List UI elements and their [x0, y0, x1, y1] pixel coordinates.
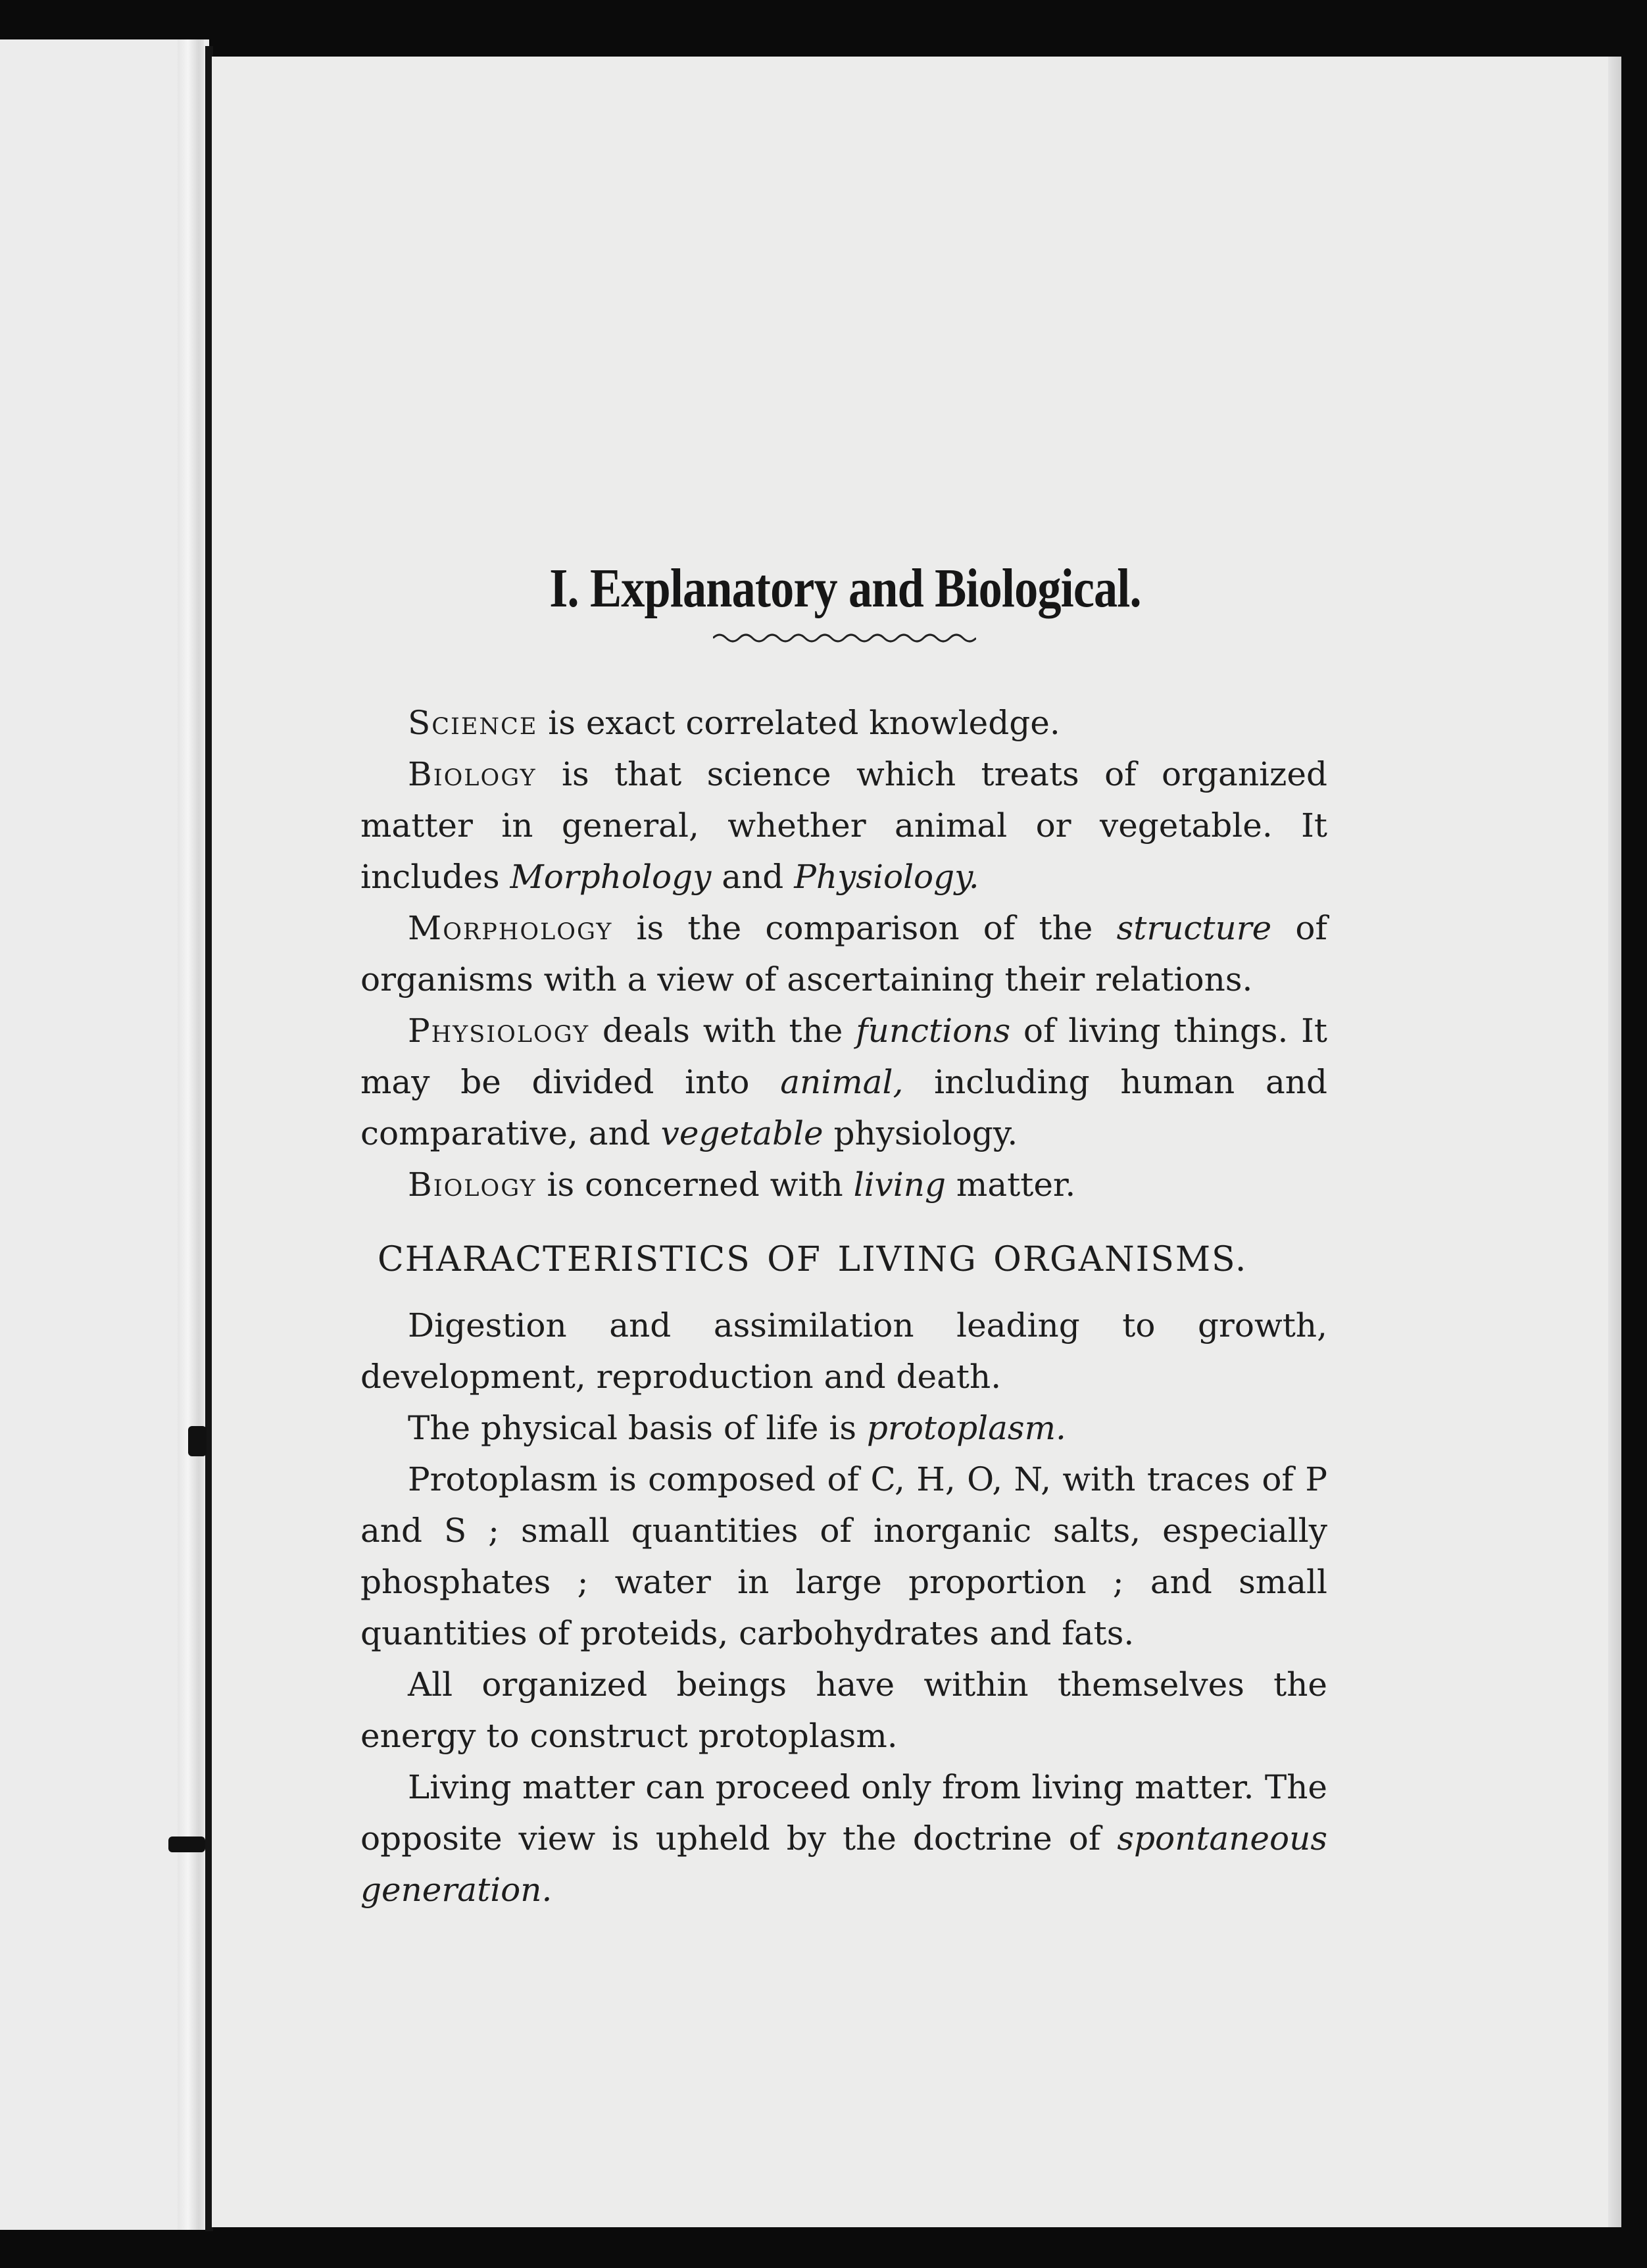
- biology-concern-a: is concerned with: [536, 1166, 854, 1204]
- emphasis-morphology: Morphology: [510, 858, 712, 896]
- emphasis-animal: animal,: [780, 1063, 904, 1101]
- paragraph-morphology: [360, 902, 1327, 1005]
- emphasis-spontaneous-generation: spontaneous generation.: [360, 1819, 1327, 1909]
- facing-page-edge: [178, 39, 204, 2230]
- body-text: [360, 697, 1327, 1915]
- paragraph-physical-basis: [360, 1402, 1327, 1454]
- paragraph-digestion: Digestion and assimilation leading to growth, development, reproduction and death.: [360, 1306, 1327, 1396]
- paragraph-energy: All organized beings have within themselves the energy to construct protoplasm.: [360, 1665, 1327, 1755]
- biology-definition: is that science which treats of organized matter in general, whether animal or vegetable. It includes: [360, 755, 1327, 896]
- paragraph-biology: [360, 749, 1327, 902]
- paragraph-composition: Protoplasm is composed of C, H, O, N, with traces of P and S ; small quantities of inorganic salts, especially phosphates ; water in large proportion ; and small quantities of proteids, carbohydrates and fats.: [360, 1460, 1327, 1652]
- term-biology-2: Biology: [408, 1166, 537, 1204]
- emphasis-functions: functions: [856, 1012, 1011, 1050]
- emphasis-protoplasm: protoplasm.: [866, 1409, 1066, 1447]
- term-science: Science: [408, 704, 538, 742]
- physical-basis-text: The physical basis of life is: [408, 1409, 867, 1447]
- chapter-heading: I. Explanatory and Biological.: [549, 558, 1141, 620]
- science-definition: is exact correlated knowledge.: [537, 704, 1060, 742]
- paragraph-living-matter: [360, 1762, 1327, 1915]
- term-physiology: Physiology: [408, 1012, 590, 1050]
- term-biology: Biology: [408, 755, 537, 793]
- physiology-definition-b: of living things. It may be divided into: [360, 1012, 1327, 1101]
- morphology-definition-a: is the comparison of the: [612, 909, 1117, 947]
- bottom-scan-border: [0, 2231, 1647, 2268]
- physiology-definition-a: deals with the: [589, 1012, 856, 1050]
- paragraph-science: [360, 697, 1327, 749]
- term-morphology: Morphology: [408, 909, 613, 947]
- section-title: CHARACTERISTICS OF LIVING ORGANISMS.: [378, 1240, 1248, 1279]
- paragraph-physiology: [360, 1005, 1327, 1159]
- biology-concern-b: matter.: [946, 1166, 1076, 1204]
- emphasis-physiology: Physiology.: [794, 858, 979, 896]
- page-right-edge: [1608, 57, 1621, 2227]
- top-scan-border: [0, 0, 1647, 55]
- physiology-definition-d: physiology.: [823, 1114, 1018, 1152]
- binding-mark-upper: [188, 1426, 207, 1456]
- emphasis-living: living: [853, 1166, 946, 1204]
- biology-conjunction: and: [711, 858, 795, 896]
- wavy-rule-ornament: [713, 629, 976, 647]
- binding-mark-lower: [168, 1837, 205, 1852]
- physiology-definition-c: including human and comparative, and: [360, 1063, 1327, 1152]
- living-matter-text: Living matter can proceed only from living matter. The opposite view is upheld by the doctrine of: [360, 1768, 1327, 1858]
- emphasis-structure: structure: [1116, 909, 1272, 947]
- emphasis-vegetable: vegetable: [660, 1114, 823, 1152]
- paragraph-biology-concern: [360, 1159, 1327, 1210]
- morphology-definition-b: of organisms with a view of ascertaining their relations.: [360, 909, 1327, 998]
